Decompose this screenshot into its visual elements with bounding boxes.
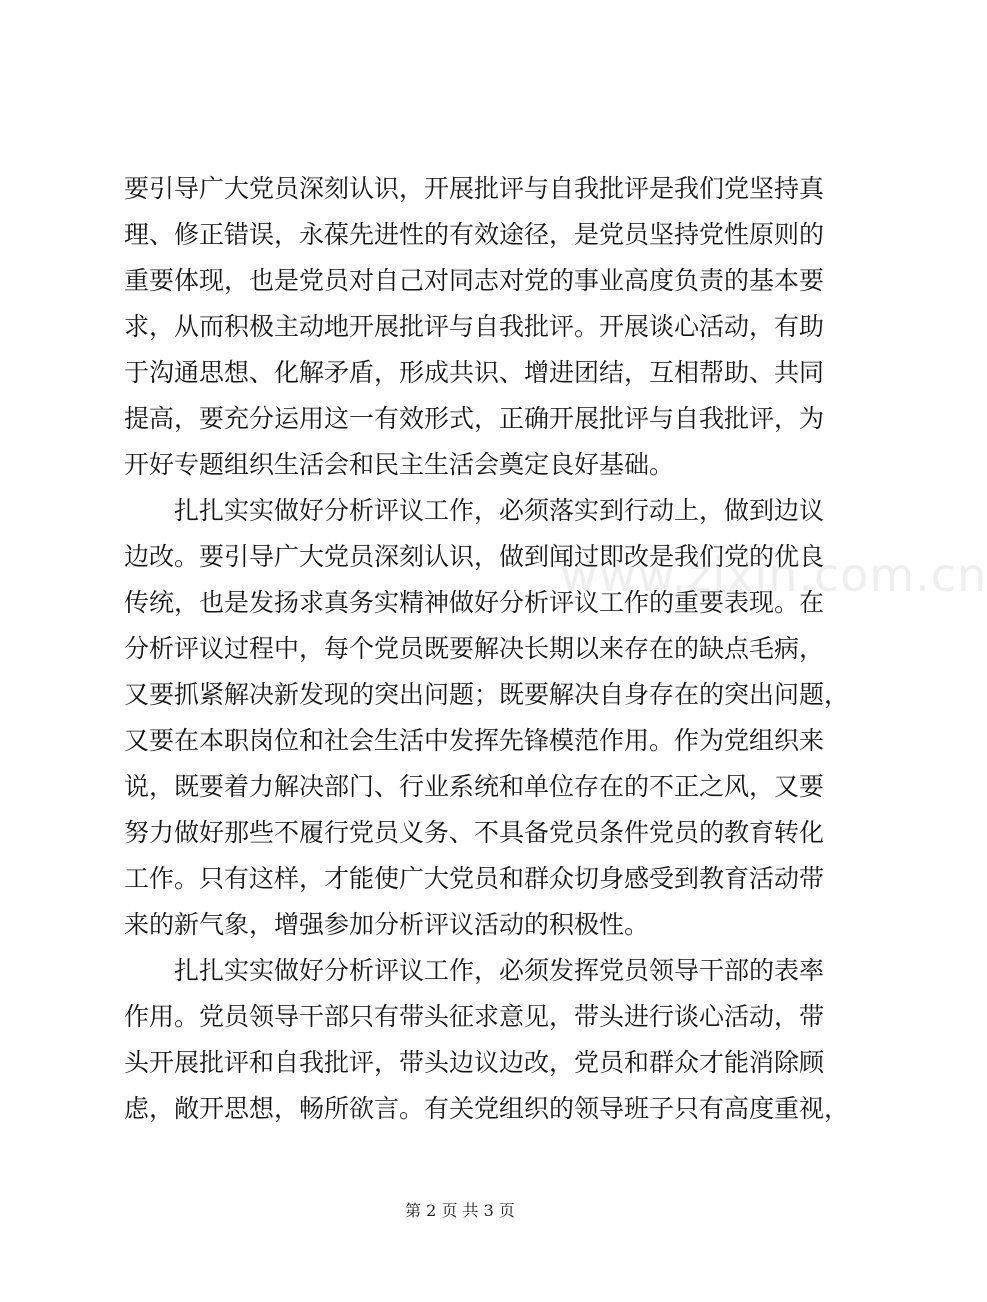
text-line: 求，从而积极主动地开展批评与自我批评。开展谈心活动，有助 xyxy=(124,312,825,341)
text-line: 开好专题组织生活会和民主生活会奠定良好基础。 xyxy=(124,450,675,479)
text-line: 又要在本职岗位和社会生活中发挥先锋模范作用。作为党组织来 xyxy=(124,726,825,755)
watermark: www.zixin.com.cn xyxy=(560,548,987,602)
paragraph-2 xyxy=(124,488,850,948)
text-line: 扎扎实实做好分析评议工作，必须落实到行动上，做到边议 xyxy=(174,496,825,525)
text-line: 要引导广大党员深刻认识，开展批评与自我批评是我们党坚持真 xyxy=(124,174,825,203)
text-line: 头开展批评和自我批评，带头边议边改，党员和群众才能消除顾 xyxy=(124,1048,825,1077)
text-line: 理、修正错误，永葆先进性的有效途径，是党员坚持党性原则的 xyxy=(124,220,825,249)
text-line: 提高，要充分运用这一有效形式，正确开展批评与自我批评，为 xyxy=(124,404,825,433)
text-line: 扎扎实实做好分析评议工作，必须发挥党员领导干部的表率 xyxy=(174,956,825,985)
text-line: 努力做好那些不履行党员义务、不具备党员条件党员的教育转化 xyxy=(124,818,825,847)
text-line: 作用。党员领导干部只有带头征求意见，带头进行谈心活动，带 xyxy=(124,1002,825,1031)
text-line: 于沟通思想、化解矛盾，形成共识、增进团结，互相帮助、共同 xyxy=(124,358,825,387)
text-line: 虑，敞开思想，畅所欲言。有关党组织的领导班子只有高度重视， xyxy=(124,1094,850,1123)
text-line: 工作。只有这样，才能使广大党员和群众切身感受到教育活动带 xyxy=(124,864,825,893)
text-line: 说，既要着力解决部门、行业系统和单位存在的不正之风，又要 xyxy=(124,772,825,801)
paragraph-3 xyxy=(124,948,850,1132)
paragraph-1 xyxy=(124,166,825,488)
text-line: 传统，也是发扬求真务实精神做好分析评议工作的重要表现。在 xyxy=(124,588,825,617)
text-line: 重要体现，也是党员对自己对同志对党的事业高度负责的基本要 xyxy=(124,266,825,295)
page-footer: 第 2 页 共 3 页 xyxy=(405,1201,515,1220)
body-text xyxy=(124,166,850,1132)
text-line: 来的新气象，增强参加分析评议活动的积极性。 xyxy=(124,910,650,939)
text-line: 分析评议过程中，每个党员既要解决长期以来存在的缺点毛病， xyxy=(124,634,825,663)
text-line: 边改。要引导广大党员深刻认识，做到闻过即改是我们党的优良 xyxy=(124,542,825,571)
text-line: 又要抓紧解决新发现的突出问题；既要解决自身存在的突出问题， xyxy=(124,680,850,709)
